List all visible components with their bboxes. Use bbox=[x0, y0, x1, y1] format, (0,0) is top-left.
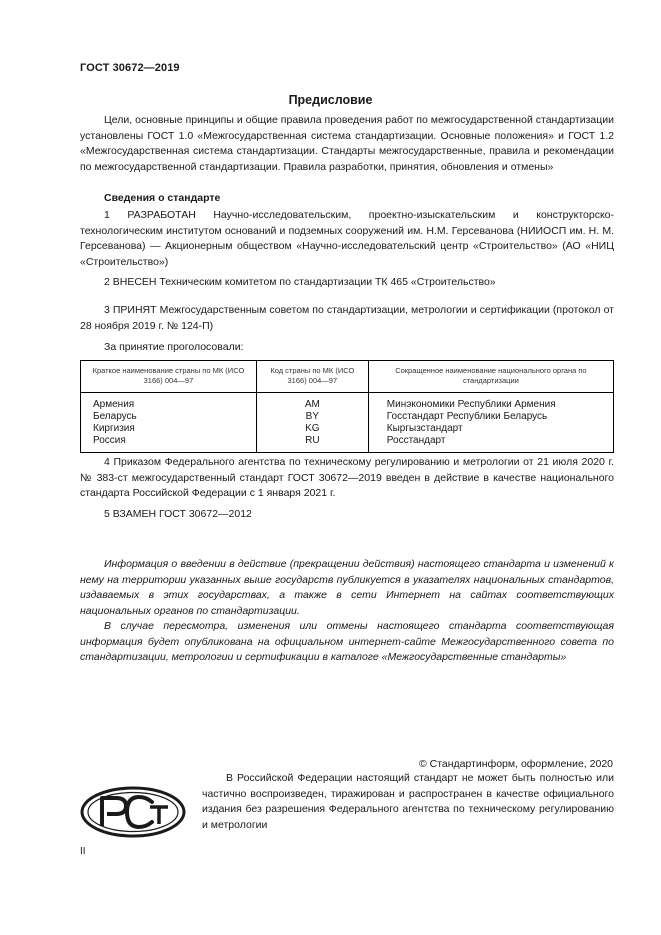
table-row bbox=[81, 423, 614, 435]
standards-body: Росстандарт bbox=[368, 435, 613, 453]
table-row bbox=[81, 435, 614, 453]
country-code: AM bbox=[256, 393, 368, 412]
standards-body: Минэкономики Республики Армения bbox=[368, 393, 613, 412]
vote-label: За принятие проголосовали: bbox=[104, 341, 244, 353]
rst-logo-icon bbox=[80, 786, 186, 838]
item-developed: 1 РАЗРАБОТАН Научно-исследовательским, проектно-изыскательским и конструкторско-технологическим институтом оснований и подземных сооружений им. Н.М. Герсеванова (НИИОСП им. Н. М. Герсеванова) — Акционерным обществом «Научно-исследовательский центр «Строительство» (АО «НИЦ «Строительство») bbox=[80, 209, 614, 268]
table-header-row bbox=[81, 361, 614, 393]
standards-body: Кыргызстандарт bbox=[368, 423, 613, 435]
country-code: BY bbox=[256, 411, 368, 423]
country-name: Армения bbox=[81, 393, 257, 412]
country-code: KG bbox=[256, 423, 368, 435]
standards-body: Госстандарт Республики Беларусь bbox=[368, 411, 613, 423]
copyright: © Стандартинформ, оформление, 2020 bbox=[418, 758, 613, 770]
item-adopted: 3 ПРИНЯТ Межгосударственным советом по стандартизации, метрологии и сертификации (протокол от 28 ноября 2019 г. № 124-П) bbox=[80, 304, 614, 332]
standard-info-heading: Сведения о стандарте bbox=[104, 192, 221, 204]
countries-table bbox=[80, 360, 614, 453]
table-row bbox=[81, 393, 614, 412]
page-number: II bbox=[80, 846, 86, 857]
country-name: Россия bbox=[81, 435, 257, 453]
document-code: ГОСТ 30672—2019 bbox=[80, 62, 180, 74]
header-country-code: Код страны по МК (ИСО 3166) 004—97 bbox=[256, 361, 368, 393]
notice-paragraph-2: В случае пересмотра, изменения или отмены настоящего стандарта соответствующая информация будет опубликована на официальном интернет-сайте Межгосударственного совета по стандартизации, метрологии и сертификации в каталоге «Межгосударственные стандарты» bbox=[80, 620, 614, 663]
notice-paragraph-1: Информация о введении в действие (прекращении действия) настоящего стандарта и изменений к нему на территории указанных выше государств публикуется в указателях национальных стандартов, издаваемых в этих государствах, а также в сети Интернет на сайтах соответствующих национальных органов по стандартизации. bbox=[80, 558, 614, 617]
header-standards-body: Сокращенное наименование национального органа по стандартизации bbox=[368, 361, 613, 393]
header-country-name: Краткое наименование страны по МК (ИСО 3166) 004—97 bbox=[81, 361, 257, 393]
country-code: RU bbox=[256, 435, 368, 453]
country-name: Киргизия bbox=[81, 423, 257, 435]
item-replaces: 5 ВЗАМЕН ГОСТ 30672—2012 bbox=[104, 508, 252, 520]
page-title: Предисловие bbox=[288, 93, 373, 107]
table-row bbox=[81, 411, 614, 423]
item-enacted: 4 Приказом Федерального агентства по техническому регулированию и метрологии от 21 июля 2020 г. № 383-ст межгосударственный стандарт ГОСТ 30672—2019 введен в действие в качестве национального стандарта Российской Федерации с 1 января 2021 г. bbox=[80, 456, 614, 499]
reproduction-disclaimer: В Российской Федерации настоящий стандарт не может быть полностью или частично воспроизведен, тиражирован и распространен в качестве официального издания без разрешения Федерального агентства по техническому регулированию и метрологии bbox=[202, 772, 614, 831]
item-introduced: 2 ВНЕСЕН Техническим комитетом по стандартизации ТК 465 «Строительство» bbox=[104, 276, 496, 288]
intro-paragraph: Цели, основные принципы и общие правила проведения работ по межгосударственной стандартизации установлены ГОСТ 1.0 «Межгосударственная система стандартизации. Основные положения» и ГОСТ 1.2 «Межгосударственная система стандартизации. Стандарты межгосударственные, правила и рекомендации по межгосударственной стандартизации. Правила разработки, принятия, обновления и отмены» bbox=[80, 114, 614, 173]
country-name: Беларусь bbox=[81, 411, 257, 423]
